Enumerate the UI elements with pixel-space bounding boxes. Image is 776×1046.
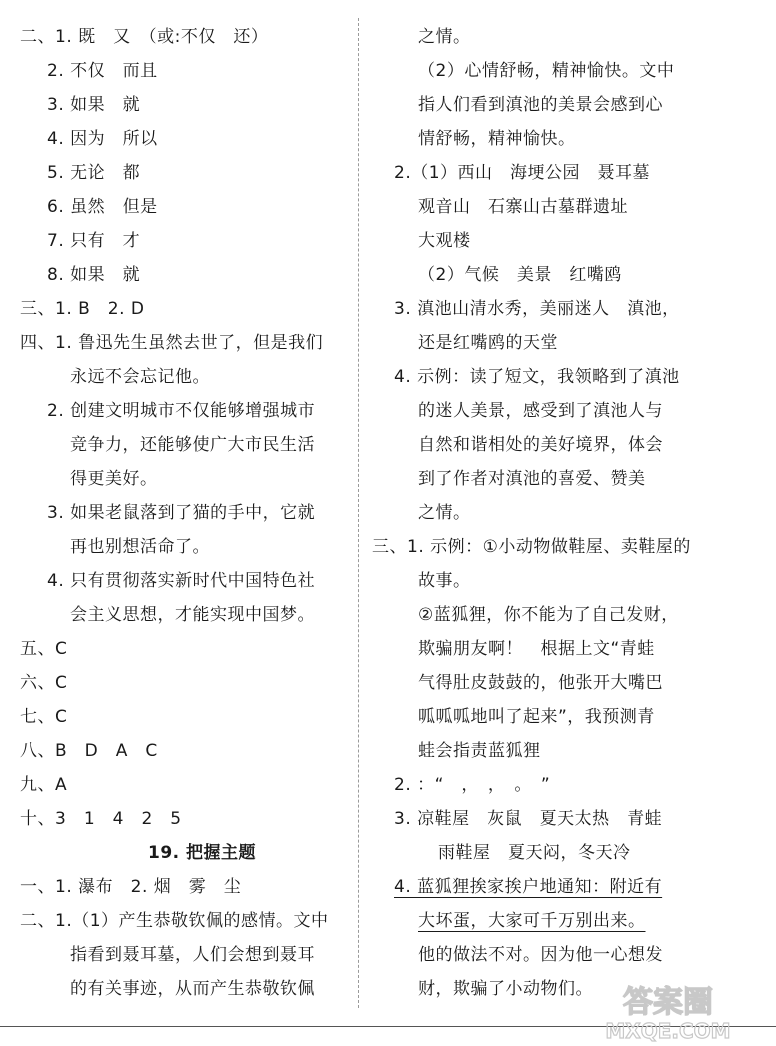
left-column xyxy=(0,0,345,1042)
answer-line: 6. 虽然 但是 xyxy=(47,197,158,217)
answer-line: 5. 无论 都 xyxy=(47,163,141,183)
answer-line: 得更美好。 xyxy=(70,469,158,489)
answer-line: 七、C xyxy=(20,707,68,727)
answer-line: 再也别想活命了。 xyxy=(70,537,210,557)
watermark-text: 答案圈 xyxy=(623,985,713,1020)
lesson-title: 19. 把握主题 xyxy=(148,843,257,863)
watermark-url: MXQE.COM xyxy=(605,1019,731,1042)
answer-line: 二、1.（1）产生恭敬钦佩的感情。文中 xyxy=(20,911,329,931)
answer-line: 竞争力，还能够使广大市民生活 xyxy=(70,435,315,455)
answer-line: 九、A xyxy=(20,775,68,795)
answer-line: 会主义思想，才能实现中国梦。 xyxy=(70,605,315,625)
answer-line: 2. ：“ ， ， 。 ” xyxy=(394,775,551,795)
column-divider xyxy=(358,18,359,1008)
answer-line: 3. 凉鞋屋 灰鼠 夏天太热 青蛙 xyxy=(394,809,663,829)
answer-line: 永远不会忘记他。 xyxy=(70,367,210,387)
answer-line: 雨鞋屋 夏天闷，冬天冷 xyxy=(438,843,631,863)
answer-line: 之情。 xyxy=(418,27,471,47)
answer-line: 观音山 石寨山古墓群遗址 xyxy=(418,197,628,217)
answer-line: 大观楼 xyxy=(418,231,471,251)
answer-line: 3. 滇池山清水秀，美丽迷人 滇池， xyxy=(394,299,680,319)
answer-line: （2）气候 美景 红嘴鸥 xyxy=(418,265,622,285)
answer-line: 7. 只有 才 xyxy=(47,231,141,251)
answer-line: 八、B D A C xyxy=(20,741,158,761)
answer-line: 的迷人美景，感受到了滇池人与 xyxy=(418,401,663,421)
answer-line: 四、1. 鲁迅先生虽然去世了，但是我们 xyxy=(20,333,324,353)
answer-line: 到了作者对滇池的喜爱、赞美 xyxy=(418,469,646,489)
answer-line: 2. 不仅 而且 xyxy=(47,61,158,81)
answer-line: 3. 如果老鼠落到了猫的手中，它就 xyxy=(47,503,316,523)
answer-line: ②蓝狐狸，你不能为了自己发财， xyxy=(418,605,679,625)
answer-line: 六、C xyxy=(20,673,68,693)
answer-line: 4. 因为 所以 xyxy=(47,129,158,149)
answer-line: 指人们看到滇池的美景会感到心 xyxy=(418,95,663,115)
underlined-answer-line: 4. 蓝狐狸挨家挨户地通知：附近有 xyxy=(394,877,663,897)
answer-line: 三、1. B 2. D xyxy=(20,299,145,319)
answer-line: 蛙会指责蓝狐狸 xyxy=(418,741,541,761)
answer-line: 二、1. 既 又 （或:不仅 还） xyxy=(20,27,269,47)
answer-line: 故事。 xyxy=(418,571,471,591)
answer-line: 3. 如果 就 xyxy=(47,95,141,115)
answer-line: 2.（1）西山 海埂公园 聂耳墓 xyxy=(394,163,651,183)
answer-line: 欺骗朋友啊！ 根据上文“青蛙 xyxy=(418,639,655,659)
answer-line: 气得肚皮鼓鼓的，他张开大嘴巴 xyxy=(418,673,663,693)
answer-line: 之情。 xyxy=(418,503,471,523)
answer-line: 一、1. 瀑布 2. 烟 雾 尘 xyxy=(20,877,242,897)
answer-line: 的有关事迹，从而产生恭敬钦佩 xyxy=(70,979,315,999)
answer-line: 十、3 1 4 2 5 xyxy=(20,809,182,829)
answer-line: 指看到聂耳墓，人们会想到聂耳 xyxy=(70,945,315,965)
answer-line: 4. 只有贯彻落实新时代中国特色社 xyxy=(47,571,316,591)
answer-line: 三、1. 示例：①小动物做鞋屋、卖鞋屋的 xyxy=(372,537,691,557)
answer-line: 他的做法不对。因为他一心想发 xyxy=(418,945,663,965)
right-column xyxy=(372,0,776,1042)
answer-line: 财，欺骗了小动物们。 xyxy=(418,979,593,999)
answer-line: （2）心情舒畅，精神愉快。文中 xyxy=(418,61,675,81)
watermark-logo xyxy=(560,980,776,1042)
answer-line: 还是红嘴鸥的天堂 xyxy=(418,333,558,353)
watermark-graphic xyxy=(560,980,776,1042)
answer-line: 五、C xyxy=(20,639,68,659)
answer-line: 8. 如果 就 xyxy=(47,265,141,285)
answer-line: 呱呱呱地叫了起来”，我预测青 xyxy=(418,707,655,727)
underlined-answer-line: 大坏蛋，大家可千万别出来。 xyxy=(418,911,646,931)
answer-line: 4. 示例：读了短文，我领略到了滇池 xyxy=(394,367,680,387)
answer-line: 2. 创建文明城市不仅能够增强城市 xyxy=(47,401,316,421)
answer-line: 自然和谐相处的美好境界，体会 xyxy=(418,435,663,455)
answer-line: 情舒畅，精神愉快。 xyxy=(418,129,576,149)
